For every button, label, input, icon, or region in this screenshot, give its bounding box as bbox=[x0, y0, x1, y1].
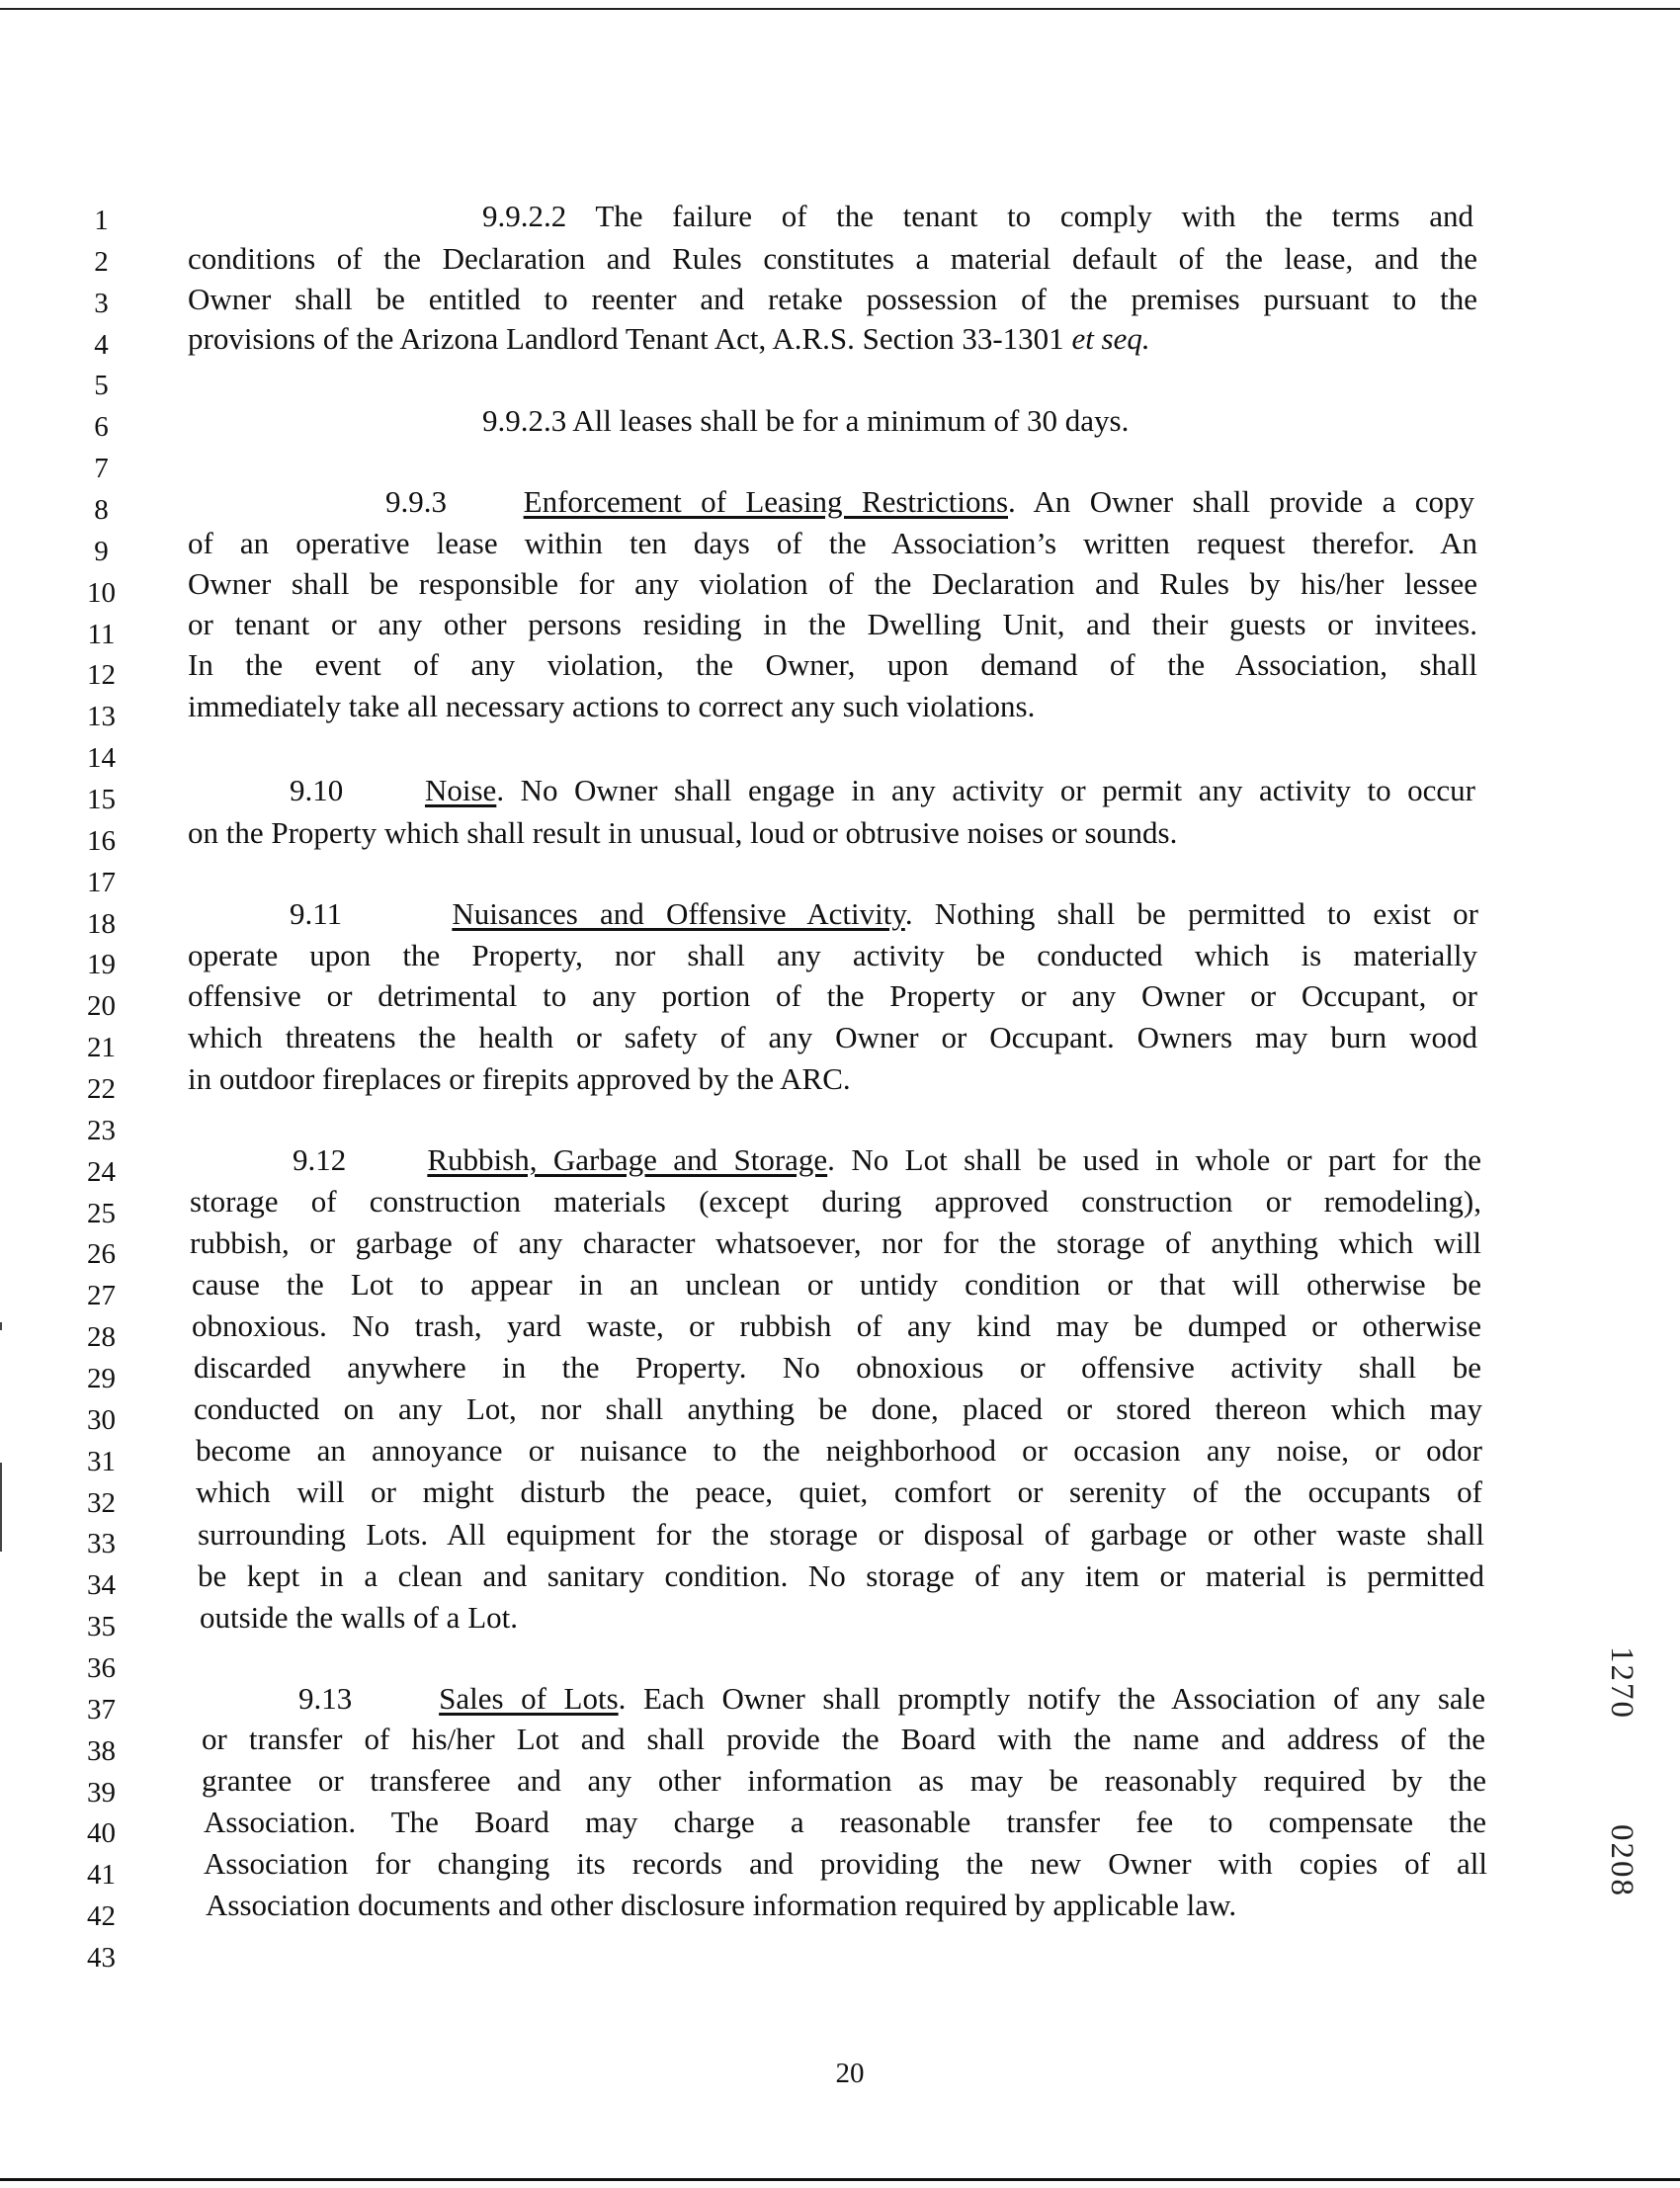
section-9-11-line-4: which threatens the health or safety of any Owner or Occupant. Owners may burn wood bbox=[188, 1020, 1477, 1054]
section-9-9-2-2-line-4 bbox=[188, 321, 1477, 357]
section-9-9-3-line-1: 9.9.3 Enforcement of Leasing Restrictions. An Owner shall provide a copy bbox=[385, 484, 1475, 519]
section-9-13-line-1: 9.13 Sales of Lots. Each Owner shall promptly notify the Association of any sale bbox=[298, 1681, 1486, 1716]
line-number: 25 bbox=[87, 1198, 116, 1229]
line-number: 20 bbox=[87, 990, 116, 1022]
line-number: 10 bbox=[87, 577, 116, 609]
line-number: 26 bbox=[87, 1238, 116, 1270]
line-number: 41 bbox=[87, 1859, 116, 1891]
section-9-9-2-3: 9.9.2.3 All leases shall be for a minimum of 30 days. bbox=[482, 403, 1130, 438]
line-number: 12 bbox=[87, 659, 116, 691]
section-9-9-3-line-6: immediately take all necessary actions to correct any such violations. bbox=[188, 689, 1036, 723]
scan-edge-mark bbox=[0, 1463, 2, 1552]
line-number: 11 bbox=[87, 619, 116, 650]
line-number: 39 bbox=[87, 1777, 116, 1809]
line-number: 36 bbox=[87, 1652, 116, 1684]
section-9-11-line-1: 9.11 Nuisances and Offensive Activity. Nothing shall be permitted to exist or bbox=[290, 896, 1478, 931]
section-9-12-line-10: surrounding Lots. All equipment for the storage or disposal of garbage or other waste shall bbox=[198, 1517, 1484, 1552]
section-heading: Rubbish, Garbage and Storage bbox=[427, 1142, 828, 1177]
recording-number-stamp bbox=[1593, 1587, 1639, 1720]
section-9-10-line-2: on the Property which shall result in unusual, loud or obtrusive noises or sounds. bbox=[188, 815, 1178, 850]
section-9-9-2-2-line-1: 9.9.2.2 The failure of the tenant to comply with the terms and bbox=[482, 199, 1473, 233]
line-number: 2 bbox=[94, 246, 109, 278]
line-number: 9 bbox=[94, 536, 109, 567]
stamp-group-1: 1270 bbox=[1604, 1646, 1639, 1720]
section-9-11-line-2: operate upon the Property, nor shall any activity be conducted which is materially bbox=[188, 938, 1477, 972]
line-number: 3 bbox=[94, 288, 109, 319]
line-number: 23 bbox=[87, 1115, 116, 1146]
recording-number-stamp-2 bbox=[1593, 1765, 1639, 1897]
line-number: 38 bbox=[87, 1735, 116, 1767]
section-9-12-line-7: conducted on any Lot, nor shall anything be done, placed or stored thereon which may bbox=[194, 1391, 1482, 1426]
line-number: 32 bbox=[87, 1487, 116, 1519]
section-9-13-line-2: or transfer of his/her Lot and shall provide the Board with the name and address of the bbox=[202, 1722, 1485, 1756]
line-number: 14 bbox=[87, 742, 116, 774]
section-9-13-line-6: Association documents and other disclosure information required by applicable law. bbox=[206, 1888, 1237, 1922]
section-9-12-line-4: cause the Lot to appear in an unclean or untidy condition or that will otherwise be bbox=[192, 1267, 1481, 1302]
line-number: 16 bbox=[87, 825, 116, 857]
line-number: 1 bbox=[94, 205, 109, 236]
section-9-12-line-8: become an annoyance or nuisance to the neighborhood or occasion any noise, or odor bbox=[196, 1433, 1482, 1468]
section-9-11-line-3: offensive or detrimental to any portion of the Property or any Owner or Occupant, or bbox=[188, 978, 1477, 1013]
statute-citation: provisions of the Arizona Landlord Tenant Act, A.R.S. Section 33-1301 bbox=[188, 321, 1064, 356]
et-seq-italic: et seq. bbox=[1071, 321, 1150, 356]
line-number: 7 bbox=[94, 453, 109, 484]
line-number: 24 bbox=[87, 1156, 116, 1188]
line-number: 18 bbox=[87, 908, 116, 940]
section-9-13-line-3: grantee or transferee and any other information as may be reasonably required by the bbox=[202, 1763, 1486, 1798]
line-number: 29 bbox=[87, 1363, 116, 1394]
section-9-12-line-1: 9.12 Rubbish, Garbage and Storage. No Lot shall be used in whole or part for the bbox=[293, 1142, 1482, 1177]
section-number: 9.9.3 bbox=[385, 484, 447, 519]
line-number: 4 bbox=[94, 329, 109, 361]
line-number: 30 bbox=[87, 1404, 116, 1436]
line-number: 40 bbox=[87, 1817, 116, 1849]
line-number: 37 bbox=[87, 1694, 116, 1725]
line-number: 5 bbox=[94, 370, 109, 401]
section-9-12-line-6: discarded anywhere in the Property. No obnoxious or offensive activity shall be bbox=[194, 1350, 1481, 1385]
line-number: 31 bbox=[87, 1446, 116, 1477]
section-9-9-3-line-3: Owner shall be responsible for any violation of the Declaration and Rules by his/her lessee bbox=[188, 566, 1477, 601]
section-9-9-2-2-line-3: Owner shall be entitled to reenter and retake possession of the premises pursuant to the bbox=[188, 282, 1477, 316]
section-heading: Noise bbox=[424, 773, 497, 807]
line-number: 34 bbox=[87, 1569, 116, 1601]
section-9-12-line-9: which will or might disturb the peace, quiet, comfort or serenity of the occupants of bbox=[196, 1474, 1482, 1509]
section-number: 9.13 bbox=[298, 1681, 353, 1716]
line-number: 19 bbox=[87, 949, 116, 980]
section-9-12-line-3: rubbish, or garbage of any character whatsoever, nor for the storage of anything which will bbox=[190, 1225, 1481, 1260]
page-number: 20 bbox=[835, 2058, 865, 2089]
section-9-12-line-2: storage of construction materials (except during approved construction or remodeling), bbox=[190, 1184, 1481, 1219]
section-heading: Enforcement of Leasing Restrictions bbox=[523, 484, 1009, 519]
section-9-12-line-5: obnoxious. No trash, yard waste, or rubbish of any kind may be dumped or otherwise bbox=[192, 1308, 1481, 1343]
line-number: 33 bbox=[87, 1528, 116, 1559]
section-9-12-line-12: outside the walls of a Lot. bbox=[200, 1600, 518, 1635]
line-number: 28 bbox=[87, 1321, 116, 1353]
section-9-11-line-5: in outdoor fireplaces or firepits approved by the ARC. bbox=[188, 1061, 851, 1096]
section-9-10-line-1: 9.10 Noise. No Owner shall engage in any activity or permit any activity to occur bbox=[290, 773, 1476, 807]
bottom-border-rule bbox=[0, 2178, 1680, 2181]
line-number: 35 bbox=[87, 1611, 116, 1642]
scan-edge-mark bbox=[0, 1322, 2, 1330]
section-9-12-line-11: be kept in a clean and sanitary condition. No storage of any item or material is permitted bbox=[198, 1558, 1484, 1593]
line-number: 43 bbox=[87, 1942, 116, 1974]
top-border-rule bbox=[0, 8, 1680, 10]
line-number: 6 bbox=[94, 411, 109, 443]
section-9-9-2-2-line-2: conditions of the Declaration and Rules constitutes a material default of the lease, and the bbox=[188, 241, 1477, 276]
line-number: 22 bbox=[87, 1073, 116, 1105]
stamp-group-2: 0208 bbox=[1604, 1824, 1639, 1897]
line-number: 27 bbox=[87, 1280, 116, 1311]
section-9-13-line-5: Association for changing its records and providing the new Owner with copies of all bbox=[204, 1846, 1487, 1881]
section-number: 9.11 bbox=[290, 896, 343, 931]
section-heading: Sales of Lots bbox=[439, 1681, 619, 1716]
section-9-9-3-line-2: of an operative lease within ten days of the Association’s written request therefor. An bbox=[188, 526, 1477, 560]
section-heading: Nuisances and Offensive Activity bbox=[452, 896, 905, 931]
line-number: 42 bbox=[87, 1900, 116, 1932]
section-number: 9.10 bbox=[290, 773, 344, 807]
section-9-9-3-line-5: In the event of any violation, the Owner, upon demand of the Association, shall bbox=[188, 647, 1477, 682]
section-9-13-line-4: Association. The Board may charge a reasonable transfer fee to compensate the bbox=[204, 1805, 1486, 1839]
line-number: 21 bbox=[87, 1032, 116, 1063]
section-number: 9.12 bbox=[293, 1142, 347, 1177]
line-number: 17 bbox=[87, 867, 116, 898]
section-9-9-3-line-4: or tenant or any other persons residing in the Dwelling Unit, and their guests or invitees. bbox=[188, 607, 1477, 641]
line-number: 13 bbox=[87, 701, 116, 732]
line-number: 8 bbox=[94, 494, 109, 526]
line-number: 15 bbox=[87, 784, 116, 815]
